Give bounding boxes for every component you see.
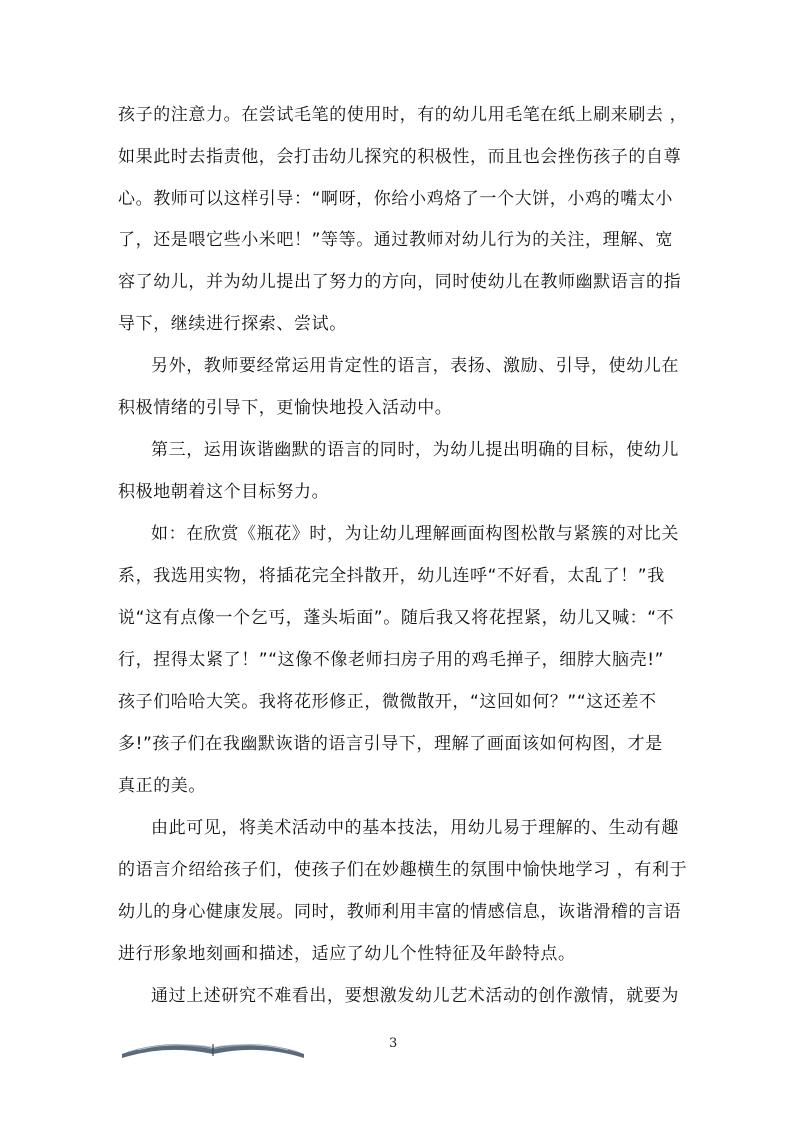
text-line: 孩子们哈哈大笑。我将花形修正，微微散开，“这回如何？”“这还差不 xyxy=(118,692,657,712)
page-number: 3 xyxy=(389,1036,398,1051)
text-line: 多!”孩子们在我幽默诙谐的语言引导下，理解了画面该如何构图，才是 xyxy=(118,734,663,754)
text-line: 行，捏得太紧了！”“这像不像老师扫房子用的鸡毛掸子，细脖大脑壳!” xyxy=(118,650,665,670)
text-line: 容了幼儿，并为幼儿提出了努力的方向，同时使幼儿在教师幽默语言的指 xyxy=(118,272,682,292)
paragraph-first-line: 如：在欣赏《瓶花》时，为让幼儿理解画面构图松散与紧簇的对比关 xyxy=(151,524,679,544)
text-line: 如果此时去指责他，会打击幼儿探究的积极性，而且也会挫伤孩子的自尊 xyxy=(118,147,682,167)
text-line: 的语言介绍给孩子们，使孩子们在妙趣横生的氛围中愉快地学习 ，有利于 xyxy=(118,860,688,880)
text-line: 真正的美。 xyxy=(118,776,206,796)
text-line: 进行形象地刻画和描述，适应了幼儿个性特征及年龄特点。 xyxy=(118,944,576,964)
paragraph-first-line: 由此可见，将美术活动中的基本技法，用幼儿易于理解的、生动有趣 xyxy=(151,818,679,838)
paragraph-first-line: 另外，教师要经常运用肯定性的语言，表扬、激励、引导，使幼儿在 xyxy=(151,356,679,376)
text-line: 导下，继续进行探索、尝试。 xyxy=(118,314,347,334)
text-line: 了，还是喂它些小米吧！”等等。通过教师对幼儿行为的关注，理解、宽 xyxy=(118,230,674,250)
text-line: 系，我选用实物，将插花完全抖散开，幼儿连呼“不好看，太乱了！”我 xyxy=(118,566,665,586)
text-line: 积极情绪的引导下，更愉快地投入活动中。 xyxy=(118,398,453,418)
text-line: 幼儿的身心健康发展。同时，教师利用丰富的情感信息，诙谐滑稽的言语 xyxy=(118,902,682,922)
text-line: 积极地朝着这个目标努力。 xyxy=(118,482,330,502)
paragraph-first-line: 第三，运用诙谐幽默的语言的同时，为幼儿提出明确的目标，使幼儿 xyxy=(151,440,679,460)
text-line: 孩子的注意力。在尝试毛笔的使用时，有的幼儿用毛笔在纸上刷来刷去 ， xyxy=(118,105,688,125)
text-line: 说“这有点像一个乞丐，蓬头垢面”。随后我又将花捏紧，幼儿又喊：“不 xyxy=(118,608,675,628)
open-book-icon xyxy=(118,1030,308,1060)
text-line: 心。教师可以这样引导：“啊呀，你给小鸡烙了一个大饼，小鸡的嘴太小 xyxy=(118,189,674,209)
paragraph-first-line: 通过上述研究不难看出，要想激发幼儿艺术活动的创作激情，就要为 xyxy=(151,986,679,1006)
